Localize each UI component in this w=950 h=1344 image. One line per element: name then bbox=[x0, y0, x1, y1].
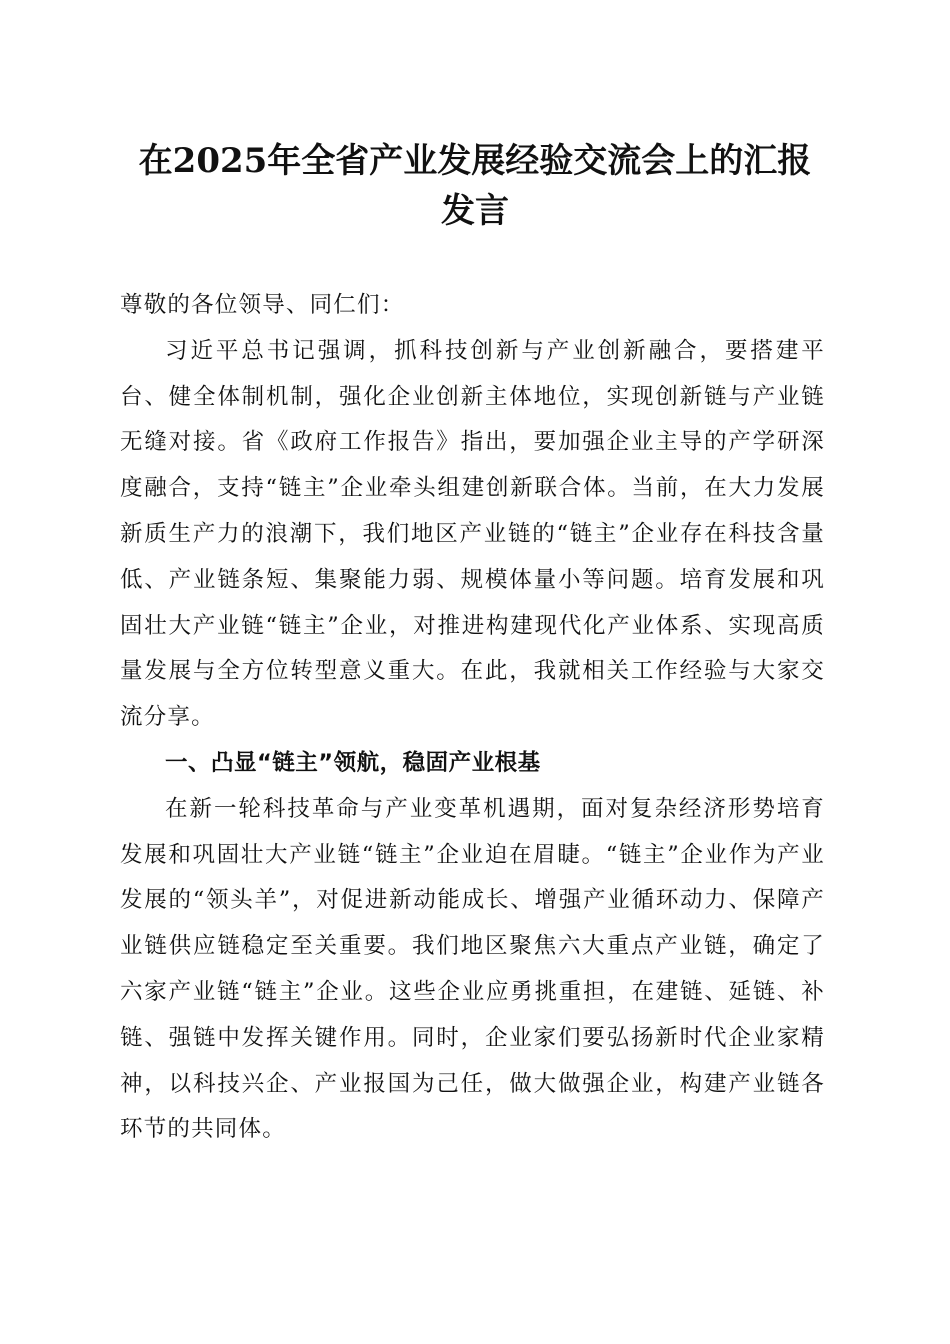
section-heading-1: 一、凸显“链主”领航，稳固产业根基 bbox=[165, 749, 541, 776]
paragraph-section-1: 在新一轮科技革命与产业变革机遇期，面对复杂经济形势培育发展和巩固壮大产业链“链主”企业迫在眉睫。“链主”企业作为产业发展的“领头羊”，对促进新动能成长、增强产业循环动力、保障产业链供应链稳定至关重要。我们地区聚焦六大重点产业链，确定了六家产业链“链主”企业。这些企业应勇挑重担，在建链、延链、补链、强链中发挥关键作用。同时，企业家们要弘扬新时代企业家精神，以科技兴企、产业报国为己任，做大做强企业，构建产业链各环节的共同体。 bbox=[120, 795, 825, 1143]
paragraph-intro: 习近平总书记强调，抓科技创新与产业创新融合，要搭建平台、健全体制机制，强化企业创新主体地位，实现创新链与产业链无缝对接。省《政府工作报告》指出，要加强企业主导的产学研深度融合，支持“链主”企业牵头组建创新联合体。当前，在大力发展新质生产力的浪潮下，我们地区产业链的“链主”企业存在科技含量低、产业链条短、集聚能力弱、规模体量小等问题。培育发展和巩固壮大产业链“链主”企业，对推进构建现代化产业体系、实现高质量发展与全方位转型意义重大。在此，我就相关工作经验与大家交流分享。 bbox=[120, 337, 825, 731]
title-line-1: 在2025年全省产业发展经验交流会上的汇报 bbox=[138, 141, 812, 181]
document-title bbox=[100, 136, 850, 236]
salutation: 尊敬的各位领导、同仁们： bbox=[120, 292, 405, 318]
document-body bbox=[120, 283, 825, 1153]
title-line-2: 发言 bbox=[441, 191, 509, 231]
